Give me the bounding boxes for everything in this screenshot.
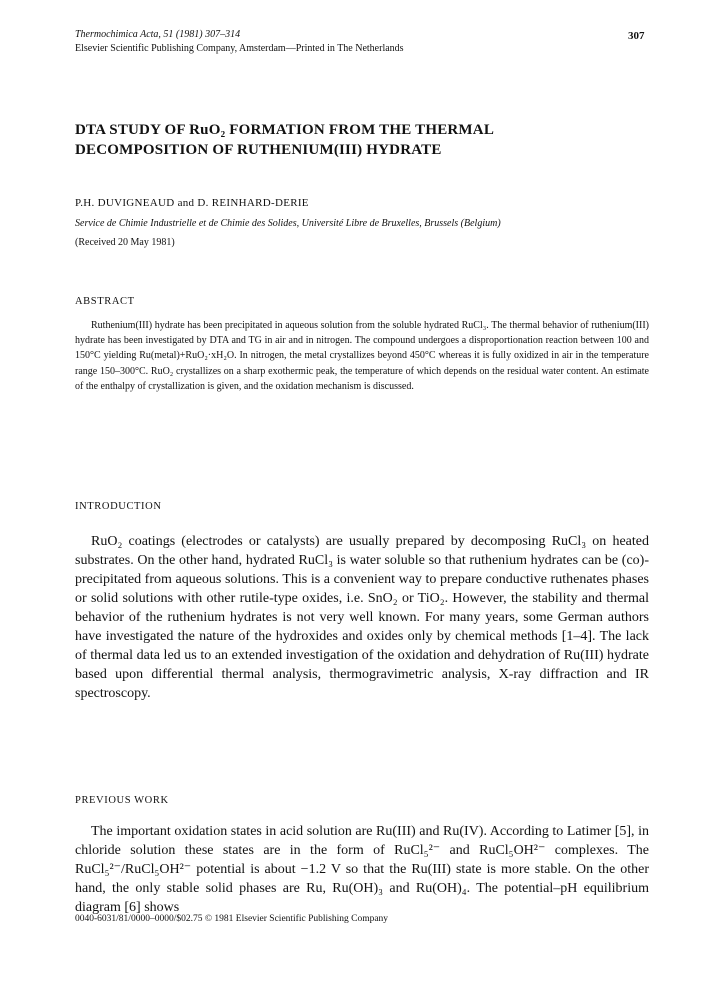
paper-title bbox=[75, 120, 655, 160]
previous-work-heading: PREVIOUS WORK bbox=[75, 795, 169, 806]
page-number: 307 bbox=[628, 30, 645, 42]
publisher-line: Elsevier Scientific Publishing Company, Amsterdam—Printed in The Netherlands bbox=[75, 43, 404, 54]
introduction-heading: INTRODUCTION bbox=[75, 501, 162, 512]
abstract-paragraph: Ruthenium(III) hydrate has been precipitated in aqueous solution from the soluble hydrated RuCl₃. The thermal behavior of ruthenium(III) hydrate has been investigated by DTA and TG in air and in nitrogen. The compound undergoes a disproportionation reaction between 100 and 150°C yielding Ru(metal)+RuO₂·xH₂O. In nitrogen, the metal crystallizes beyond 450°C whereas it is fully oxidized in air in the temperature range 150–300°C. RuO₂ crystallizes on a sharp exothermic peak, the temperature of which depends on the residual water content. An estimate of the enthalpy of crystallization is given, and the oxidation mechanism is discussed. bbox=[75, 320, 649, 392]
previous-work-paragraph: The important oxidation states in acid solution are Ru(III) and Ru(IV). According to Latimer [5], in chloride solution these states are in the form of RuCl₅²⁻ and RuCl₅OH²⁻ complexes. The RuCl₅²⁻/RuCl₅OH²⁻ potential is about −1.2 V so that the Ru(III) state is more stable. On the other hand, the only stable solid phases are Ru, Ru(OH)₃ and Ru(OH)₄. The potential–pH equilibrium diagram [6] shows bbox=[75, 824, 649, 915]
title-line-1: DTA STUDY OF RuO₂ FORMATION FROM THE THERMAL bbox=[75, 122, 495, 138]
introduction-paragraph: RuO₂ coatings (electrodes or catalysts) are usually prepared by decomposing RuCl₃ on heated substrates. On the other hand, hydrated RuCl₃ is water soluble so that ruthenium hydrates can be (co)-precipitated from aqueous solutions. This is a convenient way to prepare conductive ruthenates phases or solid solutions with other rutile-type oxides, i.e. SnO₂ or TiO₂. However, the stability and thermal behavior of the ruthenium hydrates is not very well known. For many years, some German authors have investigated the nature of the hydroxides and oxides only by chemical methods [1–4]. The lack of thermal data led us to an extended investigation of the oxidation and dehydration of Ru(III) hydrate based upon differential thermal analysis, thermogravimetric analysis, X-ray diffraction and IR spectroscopy. bbox=[75, 534, 649, 701]
copyright-footer: 0040-6031/81/0000–0000/$02.75 © 1981 Elsevier Scientific Publishing Company bbox=[75, 914, 389, 924]
authors: P.H. DUVIGNEAUD and D. REINHARD-DERIE bbox=[75, 197, 309, 209]
abstract-heading: ABSTRACT bbox=[75, 296, 135, 307]
journal-citation: Thermochimica Acta, 51 (1981) 307–314 bbox=[75, 29, 241, 40]
affiliation: Service de Chimie Industrielle et de Chimie des Solides, Université Libre de Bruxelles, Brussels (Belgium) bbox=[75, 218, 501, 229]
title-line-2: DECOMPOSITION OF RUTHENIUM(III) HYDRATE bbox=[75, 142, 442, 158]
introduction-text bbox=[75, 532, 649, 703]
abstract-text bbox=[75, 318, 649, 394]
running-header bbox=[75, 28, 404, 56]
received-date: (Received 20 May 1981) bbox=[75, 237, 175, 248]
previous-work-text bbox=[75, 822, 649, 917]
